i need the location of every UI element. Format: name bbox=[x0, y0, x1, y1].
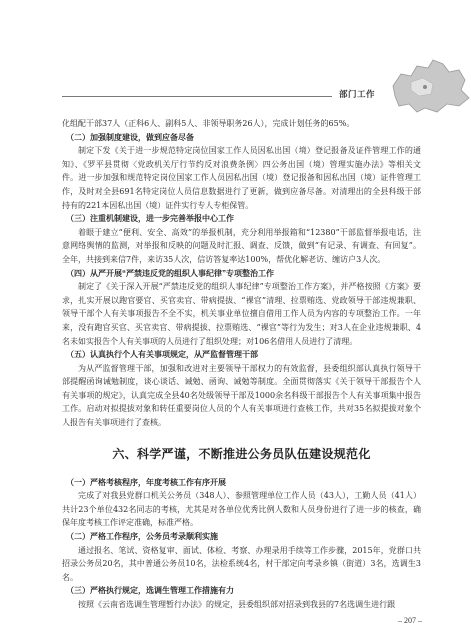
subsection-title: （一）严格考核程序，年度考核工作有序开展 bbox=[66, 477, 226, 487]
body-paragraph: 完成了对我县党群口机关公务员（348人）、参照管理单位工作人员（43人），工勤人员（41人）共计23个单位432名同志的考核，尤其是对各单位优秀比例人数和人员身份进行了进一步的核查，确保年度考核工作评定准确，标准严格。 bbox=[62, 491, 421, 528]
subsection-title: （三）注重机制建设，进一步完善举报中心工作 bbox=[66, 214, 234, 224]
body-paragraph: 通过报名、笔试、资格复审、面试、体检、考察、办理录用手续等工作步骤，2015年，党群口共招录公务员20名，其中普通公务员10名，法检系统4名，村干部定向考录乡镇（街道）3名，选调生3名。 bbox=[62, 545, 421, 582]
body-paragraph: 按照《云南省选调生管理暂行办法》的规定，县委组织部对招录到我县的7名选调生进行跟 bbox=[78, 600, 396, 609]
subsection-title: （三）严格执行规定，选调生管理工作措施有力 bbox=[66, 586, 234, 596]
header-rule bbox=[62, 96, 332, 97]
subsection-title: （二）严格工作程序，公务员考录顺利实施 bbox=[66, 532, 218, 542]
section-heading: 六、科学严谨，不断推进公务员队伍建设规范化 bbox=[112, 446, 371, 461]
body-paragraph: 制定下发《关于进一步规范特定岗位国家工作人员因私出国（境）登记报备及证件管理工作的通知》、《罗平县贯彻〈党政机关厅行节约反对浪费条例〉四公务出国（境）管理实施办法》等相关文件。进一步加强和规范特定岗位国家工作人员因私出国（境）登记报备和因私出国（境）证件管理工作，及时对全县691名特定岗位人员信息数据进行了更新，做到应备尽备。对清理出的全县科级干部持有的221本因私出国（境）证件实行专人专柜保管。 bbox=[62, 146, 421, 210]
subsection-title: （四）从严开展“严禁违反党的组织人事纪律”专项整治工作 bbox=[66, 268, 274, 278]
section-tag: 部门工作 bbox=[339, 89, 376, 99]
article-body bbox=[62, 117, 421, 612]
county-map-emblem bbox=[373, 56, 471, 114]
subsection-title: （二）加强制度建设，做到应备尽备 bbox=[66, 132, 194, 142]
body-paragraph: 着眼于建立“便利、安全、高效”的举报机制，充分利用举报箱和“12380”干部监督举报电话，注意网络舆情的监测，对举报和反映的问题及时汇报、调查、反馈，做到“有记录、有调查、有回复”。全年，共接到来信7件，来访35人次，信访答复率达100%，帮优化解老访、缠访户3人次。 bbox=[62, 227, 421, 264]
subsection-title: （五）认真执行个人有关事项规定，从严监督管理干部 bbox=[66, 350, 258, 360]
body-paragraph: 制定了《关于深入开展“严禁违反党的组织人事纪律”专项整治工作方案》，并严格按照《方案》要求，扎实开展以跑官要官、买官卖官、带病提拔、“裸官”清理、拉票贿选、党政领导干部违规兼职、领导干部个人有关事项报告不全不实，机关事业单位擅自借用工作人员为内容的专项整治工作。一年来，没有跑官买官、买官卖官、带病提拔、拉票贿选、“裸官”等行为发生；对3人在企业违规兼职、4名未如实报告个人有关事项的人员进行了组织处理；对106名借用人员进行了清理。 bbox=[62, 282, 421, 346]
lead-paragraph: 化组配干部37人（正科6人、副科5人、非领导职务26人），完成计划任务的65%。 bbox=[62, 119, 355, 128]
page-number: – 207 – bbox=[398, 616, 422, 625]
body-paragraph: 为从严监督管理干部，加强和改进对主要领导干部权力的有效监督，县委组织部认真执行领导干部提醒函询诫勉制度，谈心谈话、诫勉、函询、诫勉等制度。全面贯彻落实《关于领导干部报告个人有关事项的规定》，认真完成全县40名处级领导干部及1000余名科级干部报告个人有关事项集中报告工作。启动对拟提拔对象和转任重要岗位人员的个人有关事项进行查核工作，共对35名拟提拔对象个人报告有关事项进行了查核。 bbox=[62, 363, 421, 428]
